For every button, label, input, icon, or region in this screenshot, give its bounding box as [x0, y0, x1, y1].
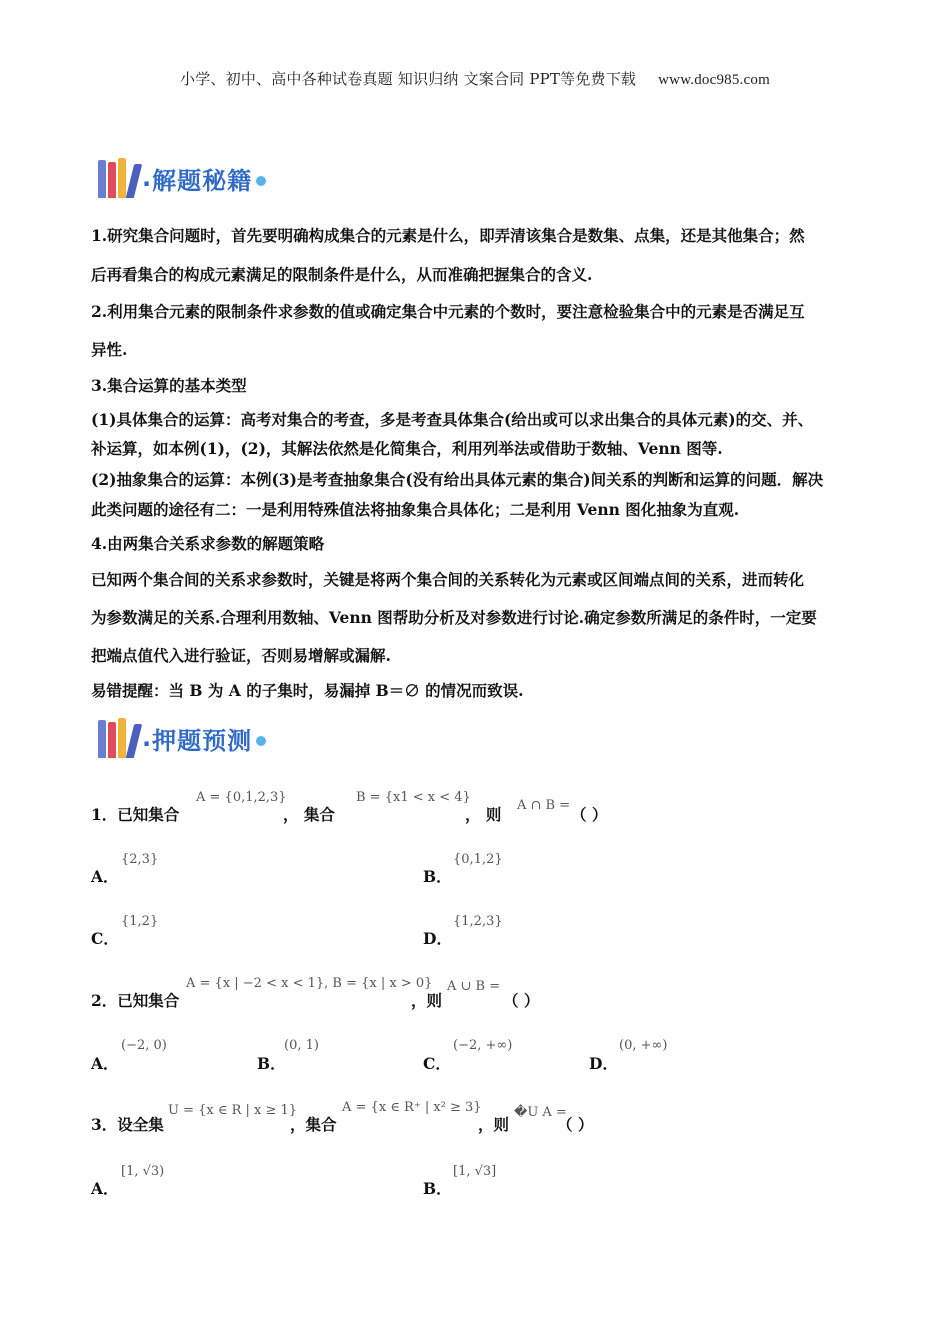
q2-stem-b: ，则: [411, 991, 443, 1010]
q2-option-b-label: B．: [257, 1054, 286, 1073]
q2-option-c-math: (−2, +∞): [453, 1038, 513, 1053]
q1-option-b-math: {0,1,2}: [453, 852, 503, 867]
q1-math-a: A = {0,1,2,3}: [196, 790, 287, 805]
q3-stem-a: 3．设全集: [91, 1115, 164, 1134]
q3-stem-b: ，集合: [290, 1115, 337, 1134]
tip-line: 后再看集合的构成元素满足的限制条件是什么，从而准确把握集合的含义.: [91, 265, 593, 284]
q1-option-a-math: {2,3}: [121, 852, 159, 867]
q3-math-c: �U A =: [514, 1105, 567, 1120]
q1-stem-a: 1．已知集合: [91, 805, 180, 824]
bullet-dot-icon: [256, 736, 266, 746]
tip-line: 补运算，如本例(1)，(2)，其解法依然是化简集合，利用列举法或借助于数轴、Venn 图等.: [91, 439, 723, 458]
q2-option-d-label: D．: [589, 1054, 618, 1073]
section-heading-tips: [98, 156, 266, 200]
tip-line: 4.由两集合关系求参数的解题策略: [91, 534, 325, 553]
tip-line: 1.研究集合问题时，首先要明确构成集合的元素是什么，即弄清该集合是数集、点集，还是其他集合；然: [91, 226, 805, 245]
books-icon: [98, 158, 138, 198]
q1-math-c: A ∩ B =: [517, 798, 571, 813]
tip-line: 为参数满足的关系.合理利用数轴、Venn 图帮助分析及对参数进行讨论.确定参数所满足的条件时，一定要: [91, 608, 817, 627]
q2-option-b-math: (0, 1): [284, 1038, 319, 1053]
q1-option-a-label: A．: [91, 867, 119, 886]
tip-line: 3.集合运算的基本类型: [91, 376, 247, 395]
q2-stem-a: 2．已知集合: [91, 991, 180, 1010]
q3-option-b-label: B．: [423, 1179, 452, 1198]
q2-option-d-math: (0, +∞): [619, 1038, 668, 1053]
q1-paren: （ ）: [571, 805, 608, 824]
q3-stem-c: ，则: [478, 1115, 510, 1134]
books-icon: [98, 718, 138, 758]
q3-paren: （ ）: [557, 1115, 594, 1134]
q3-option-a-math: [1, √3): [121, 1164, 165, 1179]
q3-math-a: U = {x ∈ R | x ≥ 1}: [168, 1103, 298, 1118]
tip-line: 此类问题的途径有二：一是利用特殊值法将抽象集合具体化；二是利用 Venn 图化抽象为直观.: [91, 500, 740, 519]
tip-line: 已知两个集合间的关系求参数时，关键是将两个集合间的关系转化为元素或区间端点间的关系，进而转化: [91, 570, 805, 589]
q2-option-c-label: C．: [423, 1054, 451, 1073]
q2-option-a-label: A．: [91, 1054, 119, 1073]
page-header: [0, 68, 950, 89]
tip-line: 易错提醒：当 B 为 A 的子集时，易漏掉 B＝∅ 的情况而致误.: [91, 681, 524, 700]
q1-math-b: B = {x1 < x < 4}: [356, 790, 471, 805]
q1-option-d-label: D．: [423, 929, 452, 948]
section-title-dot: .: [142, 724, 153, 752]
q1-option-c-math: {1,2}: [121, 914, 159, 929]
bullet-dot-icon: [256, 176, 266, 186]
section-heading-predict: [98, 716, 266, 760]
section-title: 押题预测: [152, 726, 253, 755]
tip-line: (1)具体集合的运算：高考对集合的考查，多是考查具体集合(给出或可以求出集合的具体元素)的交、并、: [91, 410, 814, 429]
tip-line: 把端点值代入进行验证，否则易增解或漏解.: [91, 646, 391, 665]
tip-line: 异性.: [91, 340, 128, 359]
q1-option-c-label: C．: [91, 929, 119, 948]
tip-line: 2.利用集合元素的限制条件求参数的值或确定集合中元素的个数时，要注意检验集合中的元素是否满足互: [91, 302, 805, 321]
q1-stem-b: ， 集合: [283, 805, 335, 824]
q3-math-b: A = {x ∈ R⁺ | x² ≥ 3}: [342, 1100, 482, 1115]
q2-math-a: A = {x | −2 < x < 1}, B = {x | x > 0}: [186, 976, 433, 991]
q1-stem-c: ， 则: [465, 805, 502, 824]
q3-option-b-math: [1, √3]: [453, 1164, 497, 1179]
header-url[interactable]: www.doc985.com: [658, 72, 770, 88]
q3-option-a-label: A．: [91, 1179, 119, 1198]
header-text: 小学、初中、高中各种试卷真题 知识归纳 文案合同 PPT等免费下载: [180, 70, 637, 88]
q2-option-a-math: (−2, 0): [121, 1038, 167, 1053]
q1-option-d-math: {1,2,3}: [453, 914, 503, 929]
q2-paren: （ ）: [503, 991, 540, 1010]
tip-line: (2)抽象集合的运算：本例(3)是考查抽象集合(没有给出具体元素的集合)间关系的判断和运算的问题．解决: [91, 470, 824, 489]
section-title: 解题秘籍: [152, 166, 253, 195]
section-title-dot: .: [142, 164, 153, 192]
q1-option-b-label: B．: [423, 867, 452, 886]
q2-math-b: A ∪ B =: [447, 979, 501, 994]
